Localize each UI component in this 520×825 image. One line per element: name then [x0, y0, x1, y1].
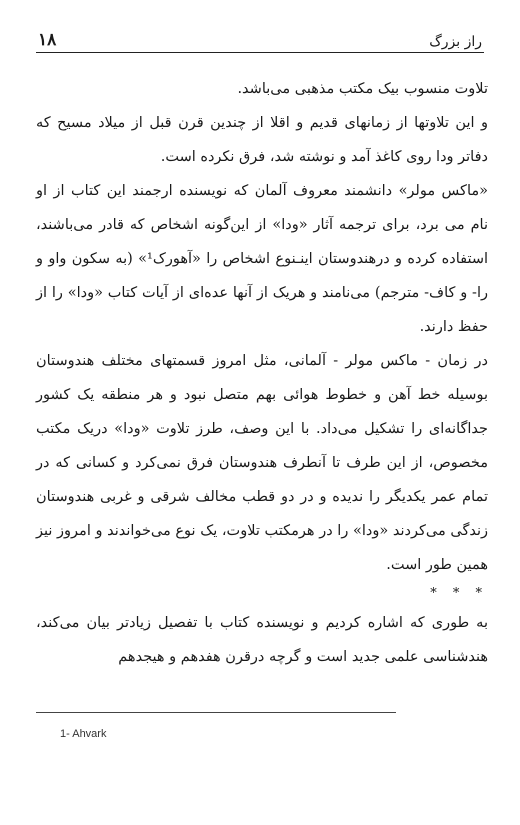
body-text — [36, 72, 488, 674]
footnote: 1- Ahvark — [60, 728, 107, 740]
page-header — [38, 28, 482, 50]
paragraph-2: و این تلاوتها از زمانهای قدیم و اقلا از چندین قرن قبل از میلاد مسیح که دفاتر ودا روی کاغذ آمد و نوشته شد، فرق نکرده است. — [36, 115, 488, 165]
page-number: ۱۸ — [38, 30, 57, 50]
footnote-rule — [36, 712, 396, 713]
running-title: راز بزرگ — [429, 34, 482, 50]
paragraph-3: «ماکس مولر» دانشمند معروف آلمان که نویسنده ارجمند این کتاب از او نام می برد، برای ترجمه آثار «ودا» از این‌گونه اشخاص که قادر می‌باشند، استفاده کرده و درهندوستان اینـنوع اشخاص را «آهورک¹» (به سکون واو و را- و کاف- مترجم) می‌نامند و هریک از آنها عده‌ای از آیات کتاب «ودا» را از حفظ دارند. — [36, 183, 489, 335]
paragraph-5: به طوری که اشاره کردیم و نویسنده کتاب با تفصیل زیادتر بیان می‌کند، هندشناسی علمی جدید است و گرچه درقرن هفدهم و هیجدهم — [36, 615, 488, 665]
section-separator: * * * — [430, 586, 488, 601]
paragraph-1: تلاوت منسوب بیک مکتب مذهبی می‌باشد. — [237, 81, 488, 97]
header-rule — [36, 52, 484, 53]
paragraph-4: در زمان - ماکس مولر - آلمانی، مثل امروز قسمتهای مختلف هندوستان بوسیله خط آهن و خطوط هوائی بهم متصل نبود و هر منطقه یک کشور جداگانه‌ای را تشکیل می‌داد. با این وصف، طرز تلاوت «ودا» دریک مکتب مخصوص، از این طرف تا آنطرف هندوستان فرق نمی‌کرد و کسانی که در تمام عمر یکدیگر را ندیده و در دو قطب مخالف شرقی و غربی هندوستان زندگی می‌کردند «ودا» را در هرمکتب تلاوت، یک نوع می‌خواندند و امروز نیز همین طور است. — [36, 353, 488, 573]
